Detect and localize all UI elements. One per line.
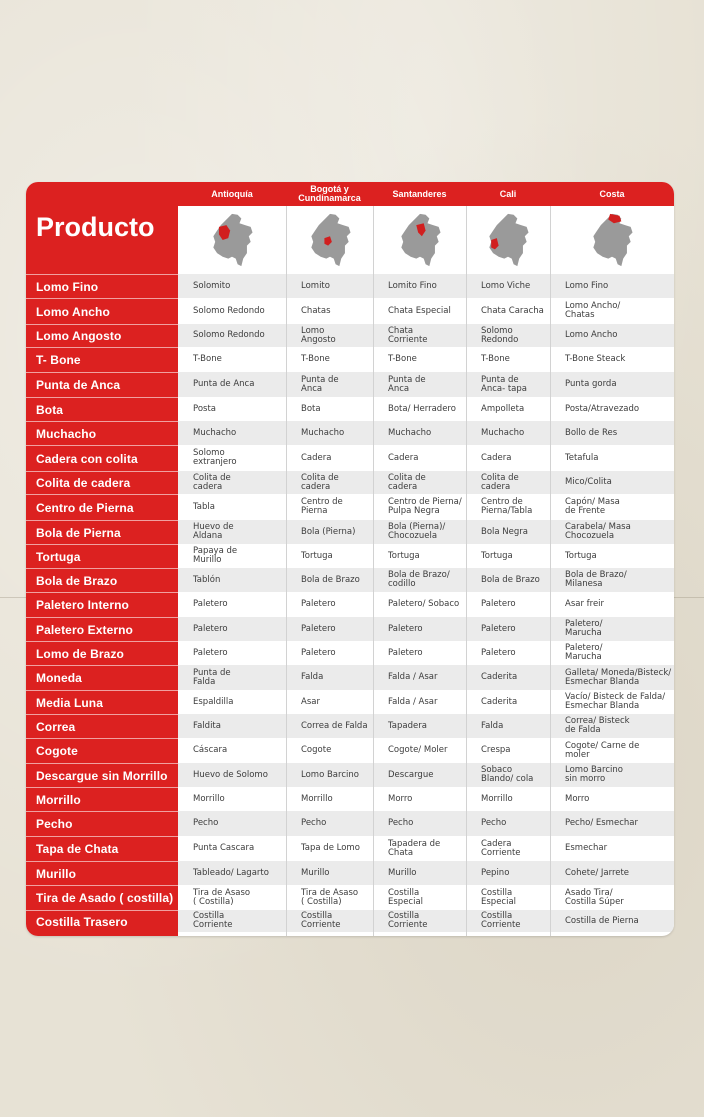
table-row xyxy=(26,617,674,641)
cut-name-cell: Pecho xyxy=(193,818,219,828)
cut-name-cell: T-Bone xyxy=(301,354,330,364)
cut-name-cell: Pecho/ Esmechar xyxy=(565,818,638,828)
cut-name-cell: Bollo de Res xyxy=(565,427,618,438)
product-name: Lomo de Brazo xyxy=(26,641,178,665)
cut-name-cell: Muchacho xyxy=(193,427,237,438)
cut-name-cell: Morro xyxy=(388,793,413,804)
cut-name-cell: Colita de cadera xyxy=(193,472,231,492)
cut-name-cell: Pepino xyxy=(481,867,510,878)
region-header: Costa xyxy=(599,188,625,199)
region-header: Bogotá y Cundinamarca xyxy=(298,184,361,203)
cut-name-cell: Chata Caracha xyxy=(481,305,544,316)
column-divider xyxy=(286,206,287,936)
cut-name-cell: Bota/ Herradero xyxy=(388,403,456,414)
cut-name-cell: Paletero/ Sobaco xyxy=(388,599,460,609)
cut-name-cell: Murillo xyxy=(301,867,330,878)
cut-name-cell: Paletero xyxy=(193,599,228,609)
cut-name-cell: Ampolleta xyxy=(481,403,525,414)
table-row xyxy=(26,811,674,836)
table-row xyxy=(26,298,674,324)
region-header: Antioquía xyxy=(211,188,253,199)
cut-name-cell: Punta de Anca xyxy=(193,379,255,389)
cut-name-cell: Galleta/ Moneda/Bisteck/ Esmechar Blanda xyxy=(565,667,672,687)
table-row xyxy=(26,347,674,372)
cut-name-cell: Costilla Corriente xyxy=(301,911,341,930)
cut-name-cell: T-Bone Steack xyxy=(565,354,626,364)
cut-name-cell: Morrillo xyxy=(301,793,333,804)
table-row xyxy=(26,568,674,592)
cut-name-cell: Solomo Redondo xyxy=(481,325,519,345)
cut-name-cell: Falda xyxy=(301,672,324,682)
cut-name-cell: Cadera xyxy=(481,452,512,463)
product-name: Punta de Anca xyxy=(26,372,178,397)
cut-name-cell: Faldita xyxy=(193,720,221,731)
product-name: Cogote xyxy=(26,738,178,763)
cut-name-cell: Tira de Asaso ( Costilla) xyxy=(301,887,359,907)
table-row xyxy=(26,471,674,494)
cut-name-cell: Capón/ Masa de Frente xyxy=(565,497,620,516)
table-row xyxy=(26,421,674,445)
cut-name-cell: Muchacho xyxy=(301,427,345,438)
table-row xyxy=(26,592,674,617)
cut-name-cell: Tetafula xyxy=(565,452,599,463)
cut-name-cell: Punta de Falda xyxy=(193,667,231,687)
cut-name-cell: Punta de Anca xyxy=(388,374,426,394)
cut-name-cell: Pecho xyxy=(388,818,414,828)
product-name: Lomo Ancho xyxy=(26,298,178,324)
cut-name-cell: Lomo Barcino xyxy=(301,769,359,780)
cut-name-cell: Paletero xyxy=(481,647,516,658)
cut-name-cell: Punta de Anca- tapa xyxy=(481,374,527,394)
cut-name-cell: Espaldilla xyxy=(193,696,234,707)
cut-name-cell: Carabela/ Masa Chocozuela xyxy=(565,522,631,541)
cut-name-cell: Caderita xyxy=(481,696,518,707)
cut-name-cell: Descargue xyxy=(388,769,434,780)
cut-name-cell: Bola (Pierna) xyxy=(301,526,356,537)
cut-name-cell: Costilla Corriente xyxy=(388,911,428,930)
table-row xyxy=(26,445,674,471)
cut-name-cell: Falda xyxy=(481,720,504,731)
product-name: Tortuga xyxy=(26,544,178,568)
product-name: Paletero Externo xyxy=(26,617,178,641)
cut-name-cell: Cadera Corriente xyxy=(481,838,521,858)
product-name: Bota xyxy=(26,397,178,421)
cut-name-cell: Paletero/ Marucha xyxy=(565,643,603,662)
product-name: Morrillo xyxy=(26,787,178,811)
cut-name-cell: Cogote xyxy=(301,745,332,755)
table-row xyxy=(26,274,674,298)
cut-name-cell: Vacío/ Bisteck de Falda/ Esmechar Blanda xyxy=(565,692,666,711)
cut-name-cell: Bola de Brazo xyxy=(481,574,540,585)
table-row xyxy=(26,910,674,932)
cut-name-cell: Huevo de Aldana xyxy=(193,522,234,541)
cut-name-cell: Chata Especial xyxy=(388,305,451,316)
cut-name-cell: Solomo extranjero xyxy=(193,448,237,467)
product-name: Correa xyxy=(26,714,178,738)
table-row xyxy=(26,787,674,811)
table-title: Producto xyxy=(36,212,155,242)
cut-name-cell: Morrillo xyxy=(481,793,513,804)
cut-name-cell: Lomo Fino xyxy=(565,280,609,291)
cut-name-cell: Tapadera de Chata xyxy=(388,838,441,858)
product-name: Costilla Trasero xyxy=(26,910,178,932)
table-row xyxy=(26,372,674,397)
product-name: Moneda xyxy=(26,665,178,690)
cut-name-cell: Paletero/ Marucha xyxy=(565,619,603,638)
cut-name-cell: Lomo Barcino sin morro xyxy=(565,765,623,784)
region-header: Cali xyxy=(499,188,517,199)
cut-name-cell: Paletero xyxy=(388,623,423,634)
table-row xyxy=(26,665,674,690)
cut-name-cell: Pecho xyxy=(301,818,327,828)
product-name: Paletero Interno xyxy=(26,592,178,617)
cut-name-cell: Costilla Corriente xyxy=(193,911,233,930)
cut-name-cell: Paletero xyxy=(481,623,516,634)
table-row xyxy=(26,861,674,885)
table-row xyxy=(26,763,674,787)
cut-name-cell: Solomo Redondo xyxy=(193,330,265,340)
table-row xyxy=(26,494,674,520)
cut-name-cell: Paletero xyxy=(193,623,228,634)
table-row xyxy=(26,714,674,738)
product-name: Tira de Asado ( costilla) xyxy=(26,885,178,910)
cut-name-cell: Centro de Pierna/ Pulpa Negra xyxy=(388,497,462,516)
cut-name-cell: Bola (Pierna)/ Chocozuela xyxy=(388,522,446,541)
cut-name-cell: Muchacho xyxy=(388,427,432,438)
cut-name-cell: Papaya de Murillo xyxy=(193,546,238,565)
cut-name-cell: Murillo xyxy=(388,867,417,878)
product-name: Centro de Pierna xyxy=(26,494,178,520)
cut-name-cell: Asado Tira/ Costilla Súper xyxy=(565,887,624,907)
product-name: Media Luna xyxy=(26,690,178,714)
cut-name-cell: Colita de cadera xyxy=(388,472,426,492)
cut-name-cell: Bola Negra xyxy=(481,526,528,537)
cut-name-cell: Correa de Falda xyxy=(301,720,368,731)
product-name: Bola de Brazo xyxy=(26,568,178,592)
cut-name-cell: Tortuga xyxy=(481,550,513,561)
product-name: Bola de Pierna xyxy=(26,520,178,544)
cut-name-cell: Tortuga xyxy=(388,550,420,561)
cut-name-cell: Posta/Atravezado xyxy=(565,403,640,414)
cut-name-cell: Cadera xyxy=(301,452,332,463)
cut-name-cell: Pecho xyxy=(481,818,507,828)
cut-name-cell: Chatas xyxy=(301,305,331,316)
table-row xyxy=(26,544,674,568)
cut-name-cell: Bola de Brazo/ Milanesa xyxy=(565,570,627,589)
cut-name-cell: Paletero xyxy=(301,623,336,634)
table-row xyxy=(26,836,674,861)
cut-name-cell: Posta xyxy=(193,403,216,414)
cut-name-cell: Tableado/ Lagarto xyxy=(193,867,269,878)
cut-name-cell: Paletero xyxy=(301,647,336,658)
cut-name-cell: Chata Corriente xyxy=(388,325,428,345)
cut-name-cell: Lomo Angosto xyxy=(301,325,336,345)
cut-name-cell: Lomo Ancho xyxy=(565,330,618,340)
cut-name-cell: Caderita xyxy=(481,672,518,682)
product-name: Muchacho xyxy=(26,421,178,445)
cut-name-cell: Punta Cascara xyxy=(193,843,255,853)
colombia-map-icon xyxy=(550,206,674,274)
cut-name-cell: Tortuga xyxy=(301,550,333,561)
cut-name-cell: Centro de Pierna xyxy=(301,497,343,516)
cuts-equivalence-table xyxy=(26,182,674,936)
cut-name-cell: Crespa xyxy=(481,745,511,755)
cut-name-cell: T-Bone xyxy=(193,354,222,364)
table-row xyxy=(26,690,674,714)
cut-name-cell: Tapadera xyxy=(388,720,427,731)
table-row xyxy=(26,397,674,421)
product-name: Descargue sin Morrillo xyxy=(26,763,178,787)
product-name: Lomo Angosto xyxy=(26,324,178,347)
cut-name-cell: Cogote/ Moler xyxy=(388,745,448,755)
cut-name-cell: Tablón xyxy=(193,574,221,585)
product-name: T- Bone xyxy=(26,347,178,372)
cut-name-cell: Colita de cadera xyxy=(481,472,519,492)
cut-name-cell: Paletero xyxy=(388,647,423,658)
product-name: Colita de cadera xyxy=(26,471,178,494)
table-row xyxy=(26,641,674,665)
column-divider xyxy=(550,206,551,936)
cut-name-cell: Bola de Brazo/ codillo xyxy=(388,570,450,589)
cut-name-cell: Colita de cadera xyxy=(301,472,339,492)
cut-name-cell: Solomo Redondo xyxy=(193,305,265,316)
cut-name-cell: T-Bone xyxy=(388,354,417,364)
cut-name-cell: Morro xyxy=(565,793,590,804)
cut-name-cell: Paletero xyxy=(301,599,336,609)
cut-name-cell: Bola de Brazo xyxy=(301,574,360,585)
cut-name-cell: Cadera xyxy=(388,452,419,463)
cut-name-cell: Bota xyxy=(301,403,321,414)
cut-name-cell: Punta gorda xyxy=(565,379,617,389)
cut-name-cell: Lomo Viche xyxy=(481,280,531,291)
cut-name-cell: Costilla Especial xyxy=(481,887,517,907)
cut-name-cell: Huevo de Solomo xyxy=(193,769,268,780)
cut-name-cell: Solomito xyxy=(193,280,231,291)
cut-name-cell: Tortuga xyxy=(565,550,597,561)
cut-name-cell: Paletero xyxy=(193,647,228,658)
column-divider xyxy=(466,206,467,936)
table-row xyxy=(26,520,674,544)
cut-name-cell: Tabla xyxy=(193,501,215,512)
cut-name-cell: Costilla de Pierna xyxy=(565,915,639,926)
colombia-map-icon xyxy=(466,206,550,274)
cut-name-cell: T-Bone xyxy=(481,354,510,364)
region-header: Santanderes xyxy=(392,188,447,199)
cut-name-cell: Lomito Fino xyxy=(388,280,437,291)
colombia-map-icon xyxy=(373,206,466,274)
cut-name-cell: Correa/ Bisteck de Falda xyxy=(565,716,630,735)
cut-name-cell: Cohete/ Jarrete xyxy=(565,867,630,878)
cut-name-cell: Tira de Asaso ( Costilla) xyxy=(193,887,251,907)
table-row xyxy=(26,885,674,910)
colombia-map-icon xyxy=(178,206,286,274)
cut-name-cell: Muchacho xyxy=(481,427,525,438)
product-name: Tapa de Chata xyxy=(26,836,178,861)
cut-name-cell: Morrillo xyxy=(193,793,225,804)
cut-name-cell: Falda / Asar xyxy=(388,696,438,707)
product-name: Cadera con colita xyxy=(26,445,178,471)
cut-name-cell: Cogote/ Carne de moler xyxy=(565,740,640,760)
cut-name-cell: Asar freir xyxy=(565,599,605,609)
cut-name-cell: Centro de Pierna/Tabla xyxy=(481,497,533,516)
cut-name-cell: Punta de Anca xyxy=(301,374,339,394)
product-name: Lomo Fino xyxy=(26,274,178,298)
table-row xyxy=(26,738,674,763)
colombia-map-icon xyxy=(286,206,373,274)
table-row xyxy=(26,324,674,347)
cut-name-cell: Asar xyxy=(301,696,320,707)
cut-name-cell: Falda / Asar xyxy=(388,672,438,682)
cut-name-cell: Costilla Corriente xyxy=(481,911,521,930)
cut-name-cell: Esmechar xyxy=(565,843,608,853)
cut-name-cell: Sobaco Blando/ cola xyxy=(481,765,534,784)
product-name: Murillo xyxy=(26,861,178,885)
cut-name-cell: Costilla Especial xyxy=(388,887,424,907)
column-divider xyxy=(373,206,374,936)
cut-name-cell: Cáscara xyxy=(193,745,228,755)
cut-name-cell: Lomito xyxy=(301,280,330,291)
cut-name-cell: Paletero xyxy=(481,599,516,609)
cut-name-cell: Mico/Colita xyxy=(565,477,612,487)
cut-name-cell: Tapa de Lomo xyxy=(301,843,360,853)
cut-name-cell: Lomo Ancho/ Chatas xyxy=(565,301,621,320)
product-name: Pecho xyxy=(26,811,178,836)
